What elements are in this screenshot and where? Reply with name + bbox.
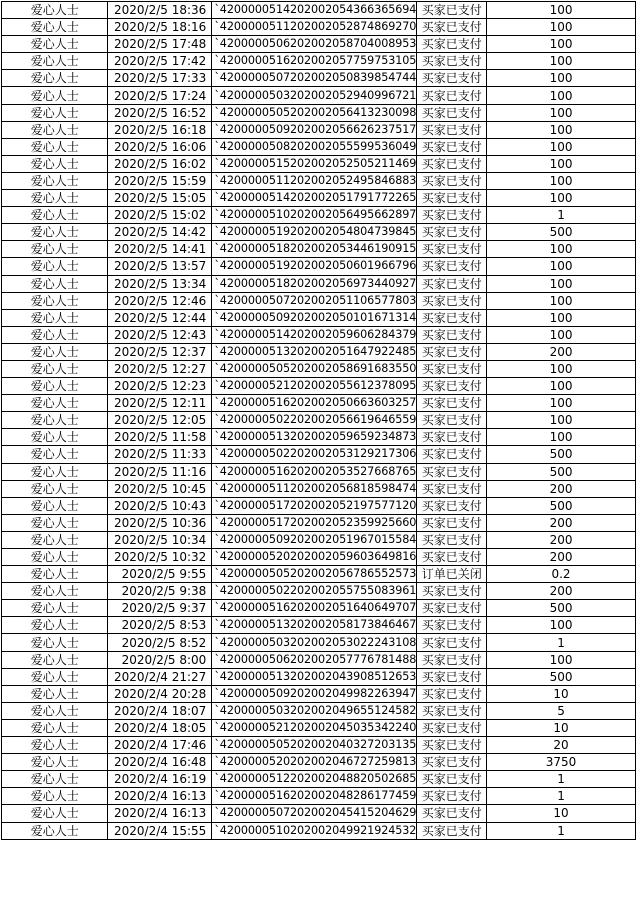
amount-cell: 100 [487, 190, 636, 207]
payment-status-cell: 买家已支付 [417, 343, 487, 360]
amount-cell: 100 [487, 378, 636, 395]
payment-status-cell: 买家已支付 [417, 514, 487, 531]
payment-time-cell: 2020/2/5 18:16 [108, 19, 212, 36]
order-number-cell: `4200000505202002058691683550 [212, 360, 417, 377]
donor-name-cell: 爱心人士 [2, 429, 108, 446]
payment-status-cell: 买家已支付 [417, 668, 487, 685]
donor-name-cell: 爱心人士 [2, 771, 108, 788]
table-row [2, 104, 636, 121]
table-row [2, 497, 636, 514]
payment-time-cell: 2020/2/5 11:58 [108, 429, 212, 446]
donor-name-cell: 爱心人士 [2, 275, 108, 292]
order-number-cell: `4200000507202002051106577803 [212, 292, 417, 309]
donor-name-cell: 爱心人士 [2, 360, 108, 377]
payment-time-cell: 2020/2/5 12:11 [108, 395, 212, 412]
table-row [2, 343, 636, 360]
donor-name-cell: 爱心人士 [2, 241, 108, 258]
payment-time-cell: 2020/2/5 12:46 [108, 292, 212, 309]
payment-time-cell: 2020/2/5 18:36 [108, 2, 212, 19]
donor-name-cell: 爱心人士 [2, 309, 108, 326]
payment-status-cell: 买家已支付 [417, 19, 487, 36]
table-row [2, 292, 636, 309]
amount-cell: 10 [487, 685, 636, 702]
amount-cell: 1 [487, 634, 636, 651]
payment-status-cell: 买家已支付 [417, 480, 487, 497]
donor-name-cell: 爱心人士 [2, 685, 108, 702]
payment-status-cell: 买家已支付 [417, 685, 487, 702]
table-row [2, 53, 636, 70]
order-number-cell: `4200000511202002052495846883 [212, 172, 417, 189]
order-number-cell: `4200000515202002052505211469 [212, 155, 417, 172]
donor-name-cell: 爱心人士 [2, 53, 108, 70]
table-row [2, 87, 636, 104]
order-number-cell: `4200000509202002056626237517 [212, 121, 417, 138]
order-number-cell: `4200000519202002050601966796 [212, 258, 417, 275]
donor-name-cell: 爱心人士 [2, 2, 108, 19]
payment-status-cell: 买家已支付 [417, 292, 487, 309]
amount-cell: 100 [487, 138, 636, 155]
payment-status-cell: 买家已支付 [417, 822, 487, 839]
payment-time-cell: 2020/2/5 12:23 [108, 378, 212, 395]
donor-name-cell: 爱心人士 [2, 138, 108, 155]
donor-name-cell: 爱心人士 [2, 754, 108, 771]
amount-cell: 100 [487, 412, 636, 429]
payment-status-cell: 买家已支付 [417, 309, 487, 326]
donor-name-cell: 爱心人士 [2, 788, 108, 805]
payment-status-cell: 买家已支付 [417, 326, 487, 343]
donor-name-cell: 爱心人士 [2, 258, 108, 275]
order-number-cell: `4200000510202002049921924532 [212, 822, 417, 839]
table-row [2, 241, 636, 258]
amount-cell: 500 [487, 668, 636, 685]
order-number-cell: `4200000513202002059659234873 [212, 429, 417, 446]
payment-time-cell: 2020/2/5 17:24 [108, 87, 212, 104]
donor-name-cell: 爱心人士 [2, 190, 108, 207]
payment-status-cell: 买家已支付 [417, 634, 487, 651]
table-row [2, 429, 636, 446]
order-number-cell: `4200000503202002053022243108 [212, 634, 417, 651]
donor-name-cell: 爱心人士 [2, 668, 108, 685]
order-number-cell: `4200000513202002043908512653 [212, 668, 417, 685]
table-row [2, 412, 636, 429]
order-number-cell: `4200000513202002058173846467 [212, 617, 417, 634]
payment-time-cell: 2020/2/5 10:34 [108, 531, 212, 548]
order-number-cell: `4200000519202002054804739845 [212, 224, 417, 241]
payment-time-cell: 2020/2/5 11:33 [108, 446, 212, 463]
payment-status-cell: 买家已支付 [417, 805, 487, 822]
payment-status-cell: 买家已支付 [417, 737, 487, 754]
payment-status-cell: 买家已支付 [417, 360, 487, 377]
table-row [2, 617, 636, 634]
order-number-cell: `4200000511202002056818598474 [212, 480, 417, 497]
order-number-cell: `4200000505202002040327203135 [212, 737, 417, 754]
donor-name-cell: 爱心人士 [2, 326, 108, 343]
amount-cell: 1 [487, 207, 636, 224]
payment-status-cell: 买家已支付 [417, 497, 487, 514]
payment-time-cell: 2020/2/4 16:19 [108, 771, 212, 788]
payment-time-cell: 2020/2/5 12:43 [108, 326, 212, 343]
order-number-cell: `4200000502202002056619646559 [212, 412, 417, 429]
amount-cell: 20 [487, 737, 636, 754]
payment-time-cell: 2020/2/5 8:00 [108, 651, 212, 668]
donor-name-cell: 爱心人士 [2, 566, 108, 583]
order-number-cell: `4200000511202002052874869270 [212, 19, 417, 36]
payment-status-cell: 买家已支付 [417, 53, 487, 70]
donor-name-cell: 爱心人士 [2, 395, 108, 412]
payment-status-cell: 买家已支付 [417, 719, 487, 736]
amount-cell: 100 [487, 155, 636, 172]
payment-time-cell: 2020/2/5 15:05 [108, 190, 212, 207]
amount-cell: 200 [487, 480, 636, 497]
order-number-cell: `4200000503202002049655124582 [212, 702, 417, 719]
payment-time-cell: 2020/2/4 21:27 [108, 668, 212, 685]
table-row [2, 634, 636, 651]
table-row [2, 668, 636, 685]
donor-name-cell: 爱心人士 [2, 412, 108, 429]
amount-cell: 10 [487, 719, 636, 736]
payment-status-cell: 买家已支付 [417, 583, 487, 600]
payment-status-cell: 买家已支付 [417, 702, 487, 719]
amount-cell: 100 [487, 53, 636, 70]
donor-name-cell: 爱心人士 [2, 224, 108, 241]
donor-name-cell: 爱心人士 [2, 617, 108, 634]
amount-cell: 1 [487, 771, 636, 788]
amount-cell: 100 [487, 360, 636, 377]
donation-table-body [2, 2, 636, 840]
order-number-cell: `4200000505202002056413230098 [212, 104, 417, 121]
table-row [2, 566, 636, 583]
donor-name-cell: 爱心人士 [2, 343, 108, 360]
table-row [2, 19, 636, 36]
donor-name-cell: 爱心人士 [2, 583, 108, 600]
table-row [2, 190, 636, 207]
payment-time-cell: 2020/2/5 9:37 [108, 600, 212, 617]
donor-name-cell: 爱心人士 [2, 549, 108, 566]
payment-time-cell: 2020/2/5 16:18 [108, 121, 212, 138]
table-row [2, 463, 636, 480]
order-number-cell: `4200000506202002058704008953 [212, 36, 417, 53]
donor-name-cell: 爱心人士 [2, 822, 108, 839]
order-number-cell: `4200000506202002057776781488 [212, 651, 417, 668]
table-row [2, 395, 636, 412]
order-number-cell: `4200000509202002049982263947 [212, 685, 417, 702]
table-row [2, 600, 636, 617]
payment-time-cell: 2020/2/5 11:16 [108, 463, 212, 480]
amount-cell: 100 [487, 309, 636, 326]
amount-cell: 200 [487, 531, 636, 548]
payment-time-cell: 2020/2/4 18:07 [108, 702, 212, 719]
payment-status-cell: 买家已支付 [417, 190, 487, 207]
amount-cell: 100 [487, 429, 636, 446]
payment-status-cell: 买家已支付 [417, 378, 487, 395]
amount-cell: 200 [487, 549, 636, 566]
payment-time-cell: 2020/2/5 16:52 [108, 104, 212, 121]
payment-time-cell: 2020/2/5 9:38 [108, 583, 212, 600]
amount-cell: 100 [487, 2, 636, 19]
donor-name-cell: 爱心人士 [2, 702, 108, 719]
payment-time-cell: 2020/2/5 14:41 [108, 241, 212, 258]
order-number-cell: `4200000516202002051640649707 [212, 600, 417, 617]
amount-cell: 100 [487, 172, 636, 189]
payment-status-cell: 买家已支付 [417, 224, 487, 241]
order-number-cell: `4200000514202002059606284379 [212, 326, 417, 343]
payment-status-cell: 买家已支付 [417, 87, 487, 104]
payment-status-cell: 买家已支付 [417, 617, 487, 634]
donor-name-cell: 爱心人士 [2, 207, 108, 224]
donor-name-cell: 爱心人士 [2, 497, 108, 514]
amount-cell: 3750 [487, 754, 636, 771]
order-number-cell: `4200000518202002053446190915 [212, 241, 417, 258]
payment-time-cell: 2020/2/5 12:27 [108, 360, 212, 377]
donor-name-cell: 爱心人士 [2, 121, 108, 138]
donor-name-cell: 爱心人士 [2, 446, 108, 463]
payment-time-cell: 2020/2/5 10:45 [108, 480, 212, 497]
amount-cell: 100 [487, 326, 636, 343]
payment-status-cell: 买家已支付 [417, 788, 487, 805]
payment-status-cell: 买家已支付 [417, 70, 487, 87]
donor-name-cell: 爱心人士 [2, 378, 108, 395]
table-row [2, 719, 636, 736]
amount-cell: 100 [487, 241, 636, 258]
table-row [2, 480, 636, 497]
amount-cell: 200 [487, 343, 636, 360]
payment-time-cell: 2020/2/5 12:37 [108, 343, 212, 360]
payment-time-cell: 2020/2/5 15:59 [108, 172, 212, 189]
amount-cell: 100 [487, 292, 636, 309]
payment-time-cell: 2020/2/5 12:44 [108, 309, 212, 326]
table-row [2, 309, 636, 326]
order-number-cell: `4200000521202002045035342240 [212, 719, 417, 736]
table-row [2, 702, 636, 719]
payment-time-cell: 2020/2/5 8:52 [108, 634, 212, 651]
table-row [2, 771, 636, 788]
payment-status-cell: 买家已支付 [417, 207, 487, 224]
payment-time-cell: 2020/2/5 13:57 [108, 258, 212, 275]
order-number-cell: `4200000521202002055612378095 [212, 378, 417, 395]
payment-status-cell: 买家已支付 [417, 429, 487, 446]
payment-time-cell: 2020/2/5 17:42 [108, 53, 212, 70]
payment-time-cell: 2020/2/5 14:42 [108, 224, 212, 241]
amount-cell: 500 [487, 600, 636, 617]
order-number-cell: `4200000518202002056973440927 [212, 275, 417, 292]
amount-cell: 1 [487, 822, 636, 839]
payment-time-cell: 2020/2/5 17:33 [108, 70, 212, 87]
payment-time-cell: 2020/2/5 17:48 [108, 36, 212, 53]
table-row [2, 788, 636, 805]
table-row [2, 36, 636, 53]
order-number-cell: `4200000517202002052359925660 [212, 514, 417, 531]
donor-name-cell: 爱心人士 [2, 463, 108, 480]
table-row [2, 531, 636, 548]
donor-name-cell: 爱心人士 [2, 600, 108, 617]
order-number-cell: `4200000502202002053129217306 [212, 446, 417, 463]
amount-cell: 100 [487, 275, 636, 292]
order-number-cell: `4200000508202002055599536049 [212, 138, 417, 155]
amount-cell: 100 [487, 651, 636, 668]
donor-name-cell: 爱心人士 [2, 36, 108, 53]
payment-time-cell: 2020/2/5 13:34 [108, 275, 212, 292]
payment-time-cell: 2020/2/5 8:53 [108, 617, 212, 634]
amount-cell: 100 [487, 104, 636, 121]
payment-status-cell: 买家已支付 [417, 412, 487, 429]
payment-status-cell: 买家已支付 [417, 754, 487, 771]
payment-status-cell: 买家已支付 [417, 275, 487, 292]
payment-status-cell: 买家已支付 [417, 155, 487, 172]
donor-name-cell: 爱心人士 [2, 155, 108, 172]
payment-time-cell: 2020/2/5 10:36 [108, 514, 212, 531]
payment-status-cell: 买家已支付 [417, 172, 487, 189]
table-row [2, 155, 636, 172]
order-number-cell: `4200000510202002056495662897 [212, 207, 417, 224]
order-number-cell: `4200000513202002051647922485 [212, 343, 417, 360]
amount-cell: 100 [487, 617, 636, 634]
payment-time-cell: 2020/2/4 17:46 [108, 737, 212, 754]
payment-time-cell: 2020/2/5 10:32 [108, 549, 212, 566]
order-number-cell: `4200000507202002045415204629 [212, 805, 417, 822]
table-row [2, 805, 636, 822]
order-number-cell: `4200000503202002052940996721 [212, 87, 417, 104]
payment-status-cell: 买家已支付 [417, 121, 487, 138]
table-row [2, 2, 636, 19]
payment-time-cell: 2020/2/4 16:48 [108, 754, 212, 771]
table-row [2, 360, 636, 377]
table-row [2, 378, 636, 395]
donor-name-cell: 爱心人士 [2, 104, 108, 121]
donor-name-cell: 爱心人士 [2, 634, 108, 651]
donor-name-cell: 爱心人士 [2, 19, 108, 36]
table-row [2, 549, 636, 566]
donor-name-cell: 爱心人士 [2, 292, 108, 309]
table-row [2, 685, 636, 702]
order-number-cell: `4200000509202002050101671314 [212, 309, 417, 326]
table-row [2, 446, 636, 463]
payment-status-cell: 买家已支付 [417, 463, 487, 480]
order-number-cell: `4200000514202002054366365694 [212, 2, 417, 19]
order-number-cell: `4200000517202002052197577120 [212, 497, 417, 514]
amount-cell: 200 [487, 514, 636, 531]
amount-cell: 500 [487, 224, 636, 241]
payment-time-cell: 2020/2/5 15:02 [108, 207, 212, 224]
payment-status-cell: 买家已支付 [417, 395, 487, 412]
order-number-cell: `4200000520202002046727259813 [212, 754, 417, 771]
amount-cell: 500 [487, 463, 636, 480]
payment-status-cell: 买家已支付 [417, 104, 487, 121]
amount-cell: 100 [487, 121, 636, 138]
amount-cell: 100 [487, 19, 636, 36]
order-number-cell: `4200000509202002051967015584 [212, 531, 417, 548]
donor-name-cell: 爱心人士 [2, 651, 108, 668]
amount-cell: 100 [487, 70, 636, 87]
order-number-cell: `4200000520202002059603649816 [212, 549, 417, 566]
donor-name-cell: 爱心人士 [2, 480, 108, 497]
table-row [2, 737, 636, 754]
donor-name-cell: 爱心人士 [2, 737, 108, 754]
table-row [2, 138, 636, 155]
table-row [2, 583, 636, 600]
table-row [2, 258, 636, 275]
table-row [2, 70, 636, 87]
amount-cell: 1 [487, 788, 636, 805]
donor-name-cell: 爱心人士 [2, 719, 108, 736]
payment-time-cell: 2020/2/4 16:13 [108, 788, 212, 805]
order-number-cell: `4200000514202002051791772265 [212, 190, 417, 207]
amount-cell: 100 [487, 395, 636, 412]
amount-cell: 0.2 [487, 566, 636, 583]
table-row [2, 326, 636, 343]
table-row [2, 224, 636, 241]
table-row [2, 275, 636, 292]
payment-status-cell: 买家已支付 [417, 446, 487, 463]
table-row [2, 121, 636, 138]
order-number-cell: `4200000512202002048820502685 [212, 771, 417, 788]
amount-cell: 10 [487, 805, 636, 822]
payment-status-cell: 买家已支付 [417, 36, 487, 53]
payment-status-cell: 买家已支付 [417, 651, 487, 668]
amount-cell: 100 [487, 36, 636, 53]
payment-status-cell: 买家已支付 [417, 241, 487, 258]
order-number-cell: `4200000505202002056786552573 [212, 566, 417, 583]
order-number-cell: `4200000516202002053527668765 [212, 463, 417, 480]
amount-cell: 500 [487, 446, 636, 463]
order-number-cell: `4200000516202002057759753105 [212, 53, 417, 70]
amount-cell: 200 [487, 583, 636, 600]
order-number-cell: `4200000502202002055755083961 [212, 583, 417, 600]
donor-name-cell: 爱心人士 [2, 87, 108, 104]
donor-name-cell: 爱心人士 [2, 531, 108, 548]
payment-status-cell: 买家已支付 [417, 258, 487, 275]
payment-status-cell: 买家已支付 [417, 600, 487, 617]
payment-time-cell: 2020/2/4 20:28 [108, 685, 212, 702]
donation-table [1, 1, 636, 840]
payment-time-cell: 2020/2/4 18:05 [108, 719, 212, 736]
payment-time-cell: 2020/2/5 16:02 [108, 155, 212, 172]
payment-time-cell: 2020/2/5 16:06 [108, 138, 212, 155]
order-number-cell: `4200000516202002048286177459 [212, 788, 417, 805]
payment-status-cell: 买家已支付 [417, 138, 487, 155]
table-row [2, 754, 636, 771]
donor-name-cell: 爱心人士 [2, 172, 108, 189]
order-number-cell: `4200000507202002050839854744 [212, 70, 417, 87]
table-row [2, 822, 636, 839]
order-number-cell: `4200000516202002050663603257 [212, 395, 417, 412]
amount-cell: 100 [487, 258, 636, 275]
payment-status-cell: 买家已支付 [417, 2, 487, 19]
payment-time-cell: 2020/2/5 9:55 [108, 566, 212, 583]
table-row [2, 514, 636, 531]
payment-status-cell: 买家已支付 [417, 549, 487, 566]
donor-name-cell: 爱心人士 [2, 514, 108, 531]
amount-cell: 100 [487, 87, 636, 104]
table-row [2, 651, 636, 668]
payment-time-cell: 2020/2/4 16:13 [108, 805, 212, 822]
table-row [2, 172, 636, 189]
payment-time-cell: 2020/2/5 12:05 [108, 412, 212, 429]
donor-name-cell: 爱心人士 [2, 70, 108, 87]
amount-cell: 500 [487, 497, 636, 514]
payment-status-cell: 买家已支付 [417, 531, 487, 548]
amount-cell: 5 [487, 702, 636, 719]
payment-status-cell: 订单已关闭 [417, 566, 487, 583]
table-row [2, 207, 636, 224]
donor-name-cell: 爱心人士 [2, 805, 108, 822]
payment-time-cell: 2020/2/5 10:43 [108, 497, 212, 514]
payment-time-cell: 2020/2/4 15:55 [108, 822, 212, 839]
payment-status-cell: 买家已支付 [417, 771, 487, 788]
